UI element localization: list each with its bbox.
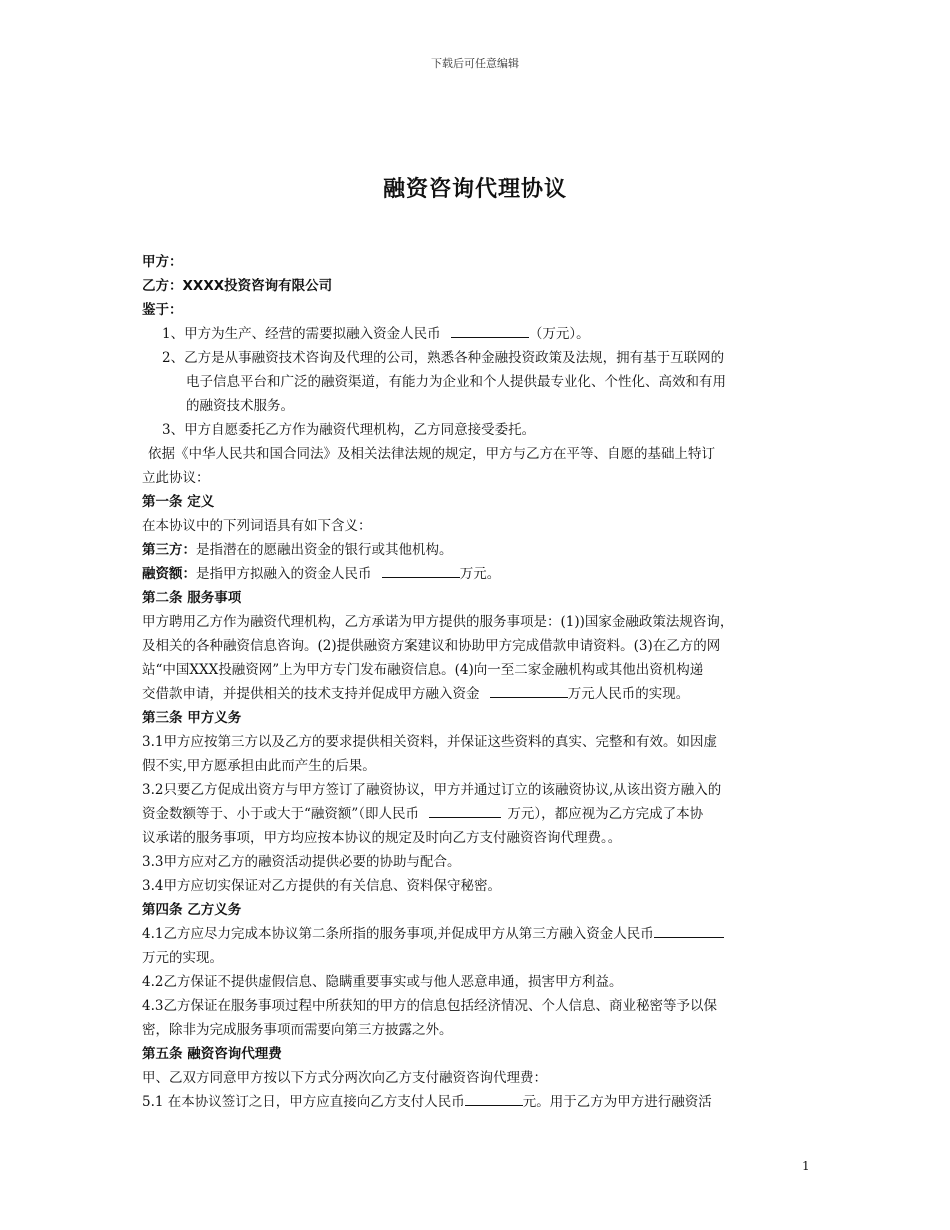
clause-3-2-line3: 议承诺的服务事项，甲方均应按本协议的规定及时向乙方支付融资咨询代理费。。 <box>142 830 622 846</box>
article-3-title: 第三条 甲方义务 <box>142 710 242 726</box>
page-number: 1 <box>802 1159 810 1173</box>
blank-underline <box>429 803 501 818</box>
whereas-item-2-line3: 的融资技术服务。 <box>186 398 294 414</box>
article-5-intro: 甲、乙双方同意甲方按以下方式分两次向乙方支付融资咨询代理费： <box>142 1070 547 1086</box>
clause-3-2-line2: 资金数额等于、小于或大于“融资额”（即人民币 万元），都应视为乙方完成了本协 <box>142 802 810 826</box>
clause-3-3: 3.3甲方应对乙方的融资活动提供必要的协助与配合。 <box>142 854 461 870</box>
clause-3-1-line2: 假不实,甲方愿承担由此而产生的后果。 <box>142 758 376 774</box>
whereas-heading: 鉴于： <box>142 302 183 318</box>
article-2-line3: 站“中国XXX投融资网”上为甲方专门发布融资信息。(4)向一至二家金融机构或其他出资机构递 <box>142 662 704 678</box>
article-2-line4: 交借款申请，并提供相关的技术支持并促成甲方融入资金 万元人民币的实现。 <box>142 682 810 706</box>
article-1-intro: 在本协议中的下列词语具有如下含义： <box>142 518 372 534</box>
article-1-title: 第一条 定义 <box>142 494 215 510</box>
blank-underline <box>451 323 529 338</box>
party-b: 乙方：XXXX投资咨询有限公司 <box>142 278 333 294</box>
page-header: 下载后可任意编辑 <box>431 57 519 70</box>
article-5-title: 第五条 融资咨询代理费 <box>142 1046 282 1062</box>
whereas-item-2-line1: 2、乙方是从事融资技术咨询及代理的公司，熟悉各种金融投资政策及法规，拥有基于互联网的 <box>162 350 725 366</box>
blank-underline <box>490 683 568 698</box>
clause-4-3-line2: 密，除非为完成服务事项而需要向第三方披露之外。 <box>142 1022 453 1038</box>
article-2-title: 第二条 服务事项 <box>142 590 242 606</box>
clause-3-4: 3.4甲方应切实保证对乙方提供的有关信息、资料保守秘密。 <box>142 878 501 894</box>
whereas-item-1: 1、甲方为生产、经营的需要拟融入资金人民币 （万元）。 <box>142 322 810 346</box>
clause-4-1-line1: 4.1乙方应尽力完成本协议第二条所指的服务事项,并促成甲方从第三方融入资金人民币 <box>142 922 810 946</box>
article-2-line2: 及相关的各种融资信息咨询。(2)提供融资方案建议和协助甲方完成借款申请资料。(3)在乙方的网 <box>142 638 721 654</box>
term-third-party: 第三方：是指潜在的愿融出资金的银行或其他机构。 <box>142 542 453 558</box>
whereas-item-3: 3、甲方自愿委托乙方作为融资代理机构，乙方同意接受委托。 <box>162 422 536 438</box>
article-2-line1: 甲方聘用乙方作为融资代理机构，乙方承诺为甲方提供的服务事项是：(1))国家金融政策法规咨询， <box>142 614 734 630</box>
blank-underline <box>654 923 724 938</box>
clause-4-3-line1: 4.3乙方保证在服务事项过程中所获知的甲方的信息包括经济情况、个人信息、商业秘密等予以保 <box>142 998 717 1014</box>
clause-3-2-line1: 3.2只要乙方促成出资方与甲方签订了融资协议，甲方并通过订立的该融资协议,从该出资方融入的 <box>142 782 722 798</box>
blank-underline <box>465 1091 523 1106</box>
term-financing-amount: 融资额：是指甲方拟融入的资金人民币 万元。 <box>142 562 810 586</box>
party-a: 甲方： <box>142 254 183 270</box>
clause-3-1-line1: 3.1甲方应按第三方以及乙方的要求提供相关资料，并保证这些资料的真实、完整和有效。如因虚 <box>142 734 717 750</box>
basis-line1: 依据《中华人民共和国合同法》及相关法律法规的规定，甲方与乙方在平等、自愿的基础上特订 <box>148 446 715 462</box>
basis-line2: 立此协议： <box>142 470 210 486</box>
clause-5-1-line1: 5.1 在本协议签订之日，甲方应直接向乙方支付人民币 元。用于乙方为甲方进行融资活 <box>142 1090 810 1114</box>
article-4-title: 第四条 乙方义务 <box>142 902 242 918</box>
clause-4-2: 4.2乙方保证不提供虚假信息、隐瞒重要事实或与他人恶意串通，损害甲方利益。 <box>142 974 623 990</box>
document-title: 融资咨询代理协议 <box>382 177 567 202</box>
blank-underline <box>382 563 460 578</box>
whereas-item-2-line2: 电子信息平台和广泛的融资渠道，有能力为企业和个人提供最专业化、个性化、高效和有用 <box>186 374 726 390</box>
clause-4-1-line2: 万元的实现。 <box>142 950 223 966</box>
document-body <box>142 250 810 1114</box>
